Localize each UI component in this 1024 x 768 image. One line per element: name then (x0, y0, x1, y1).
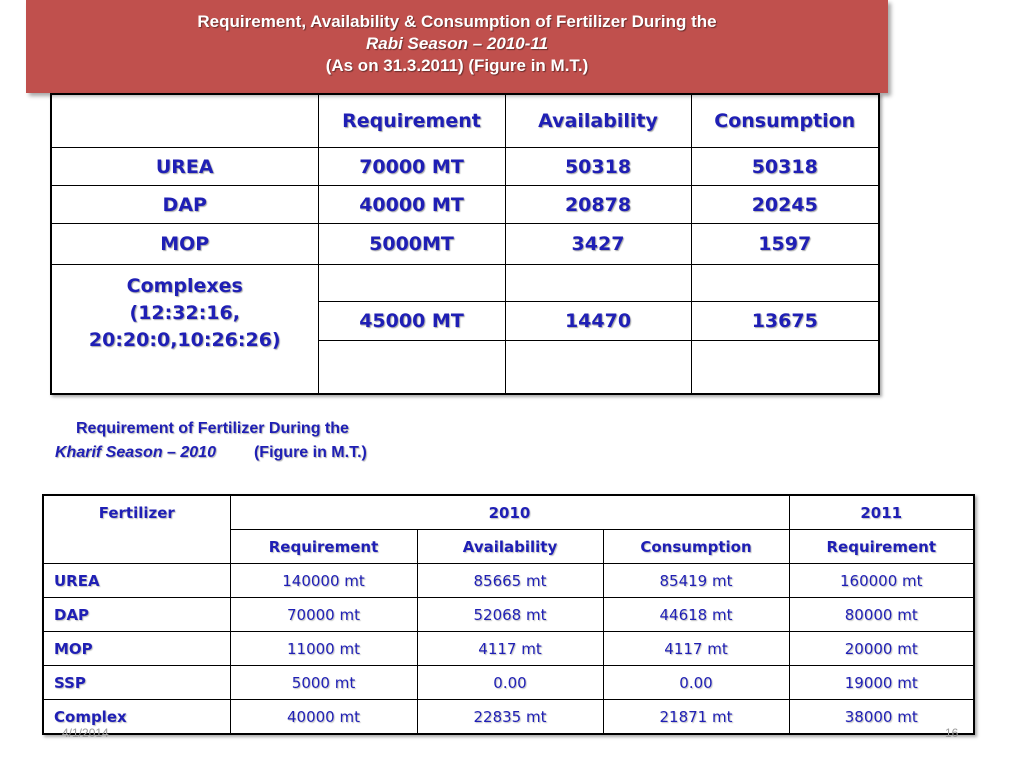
table-row (43, 666, 974, 700)
subheader-availability: Availability (417, 530, 603, 564)
cell-req-2011: 19000 mt (789, 666, 974, 700)
complexes-cell (51, 265, 318, 395)
row-name: MOP (43, 632, 230, 666)
cell-requirement: 5000MT (318, 224, 505, 265)
header-availability: Availability (505, 94, 691, 148)
header-consumption: Consumption (691, 94, 879, 148)
cell-cons-2010: 85419 mt (603, 564, 789, 598)
empty-cell (691, 341, 879, 395)
cell-avail-2010: 0.00 (417, 666, 603, 700)
rabi-table (50, 93, 880, 395)
table-row (43, 598, 974, 632)
subheader-requirement: Requirement (230, 530, 417, 564)
subheader-consumption: Consumption (603, 530, 789, 564)
cell-availability: 20878 (505, 186, 691, 224)
cell-cons-2010: 4117 mt (603, 632, 789, 666)
cell-avail-2010: 22835 mt (417, 700, 603, 735)
table-row (51, 148, 879, 186)
title-line-1: Requirement, Availability & Consumption of Fertilizer During the (197, 12, 717, 31)
cell-requirement: 45000 MT (318, 302, 505, 341)
cell-consumption: 1597 (691, 224, 879, 265)
complexes-formula: (12:32:16, 20:20:0,10:26:26) (88, 302, 281, 351)
table-header-row (43, 495, 974, 530)
empty-cell (318, 341, 505, 395)
empty-cell (318, 265, 505, 302)
cell-req-2010: 40000 mt (230, 700, 417, 735)
empty-cell (505, 341, 691, 395)
title-line-2: Rabi Season – 2010-11 (365, 34, 549, 53)
cell-cons-2010: 44618 mt (603, 598, 789, 632)
title-line-3: (As on 31.3.2011) (Figure in M.T.) (325, 56, 589, 75)
cell-consumption: 13675 (691, 302, 879, 341)
table-row (43, 564, 974, 598)
kharif-caption (55, 417, 367, 465)
header-blank (51, 94, 318, 148)
cell-req-2011: 160000 mt (789, 564, 974, 598)
caption-season: Kharif Season – 2010 (55, 444, 216, 461)
subheader-requirement-2011: Requirement (789, 530, 974, 564)
cell-avail-2010: 4117 mt (417, 632, 603, 666)
row-name: UREA (51, 148, 318, 186)
row-name: Complex (43, 700, 230, 735)
cell-req-2011: 38000 mt (789, 700, 974, 735)
cell-cons-2010: 0.00 (603, 666, 789, 700)
table-header-row (51, 94, 879, 148)
caption-line-2 (55, 441, 367, 465)
cell-cons-2010: 21871 mt (603, 700, 789, 735)
kharif-table (42, 494, 975, 735)
table-row (43, 700, 974, 735)
row-name: MOP (51, 224, 318, 265)
cell-avail-2010: 52068 mt (417, 598, 603, 632)
footer-date: 4/1/2014 (62, 726, 109, 740)
row-name: DAP (51, 186, 318, 224)
page-number: 16 (945, 726, 959, 740)
header-requirement: Requirement (318, 94, 505, 148)
table-row (51, 224, 879, 265)
cell-req-2010: 11000 mt (230, 632, 417, 666)
table-row (43, 632, 974, 666)
cell-req-2010: 70000 mt (230, 598, 417, 632)
cell-req-2011: 80000 mt (789, 598, 974, 632)
cell-avail-2010: 85665 mt (417, 564, 603, 598)
cell-req-2011: 20000 mt (789, 632, 974, 666)
title-banner (26, 0, 888, 93)
header-fertilizer: Fertilizer (43, 495, 230, 564)
row-name: UREA (43, 564, 230, 598)
empty-cell (505, 265, 691, 302)
cell-req-2010: 140000 mt (230, 564, 417, 598)
row-name: SSP (43, 666, 230, 700)
cell-availability: 3427 (505, 224, 691, 265)
cell-consumption: 50318 (691, 148, 879, 186)
complexes-label: Complexes (126, 275, 243, 297)
header-year-2010: 2010 (230, 495, 789, 530)
cell-consumption: 20245 (691, 186, 879, 224)
empty-cell (691, 265, 879, 302)
cell-requirement: 40000 MT (318, 186, 505, 224)
cell-availability: 50318 (505, 148, 691, 186)
caption-units: (Figure in M.T.) (253, 444, 367, 461)
cell-availability: 14470 (505, 302, 691, 341)
caption-line-1: Requirement of Fertilizer During the (76, 420, 349, 437)
row-name: DAP (43, 598, 230, 632)
table-row (51, 186, 879, 224)
cell-req-2010: 5000 mt (230, 666, 417, 700)
header-year-2011: 2011 (789, 495, 974, 530)
table-row (51, 265, 879, 302)
cell-requirement: 70000 MT (318, 148, 505, 186)
